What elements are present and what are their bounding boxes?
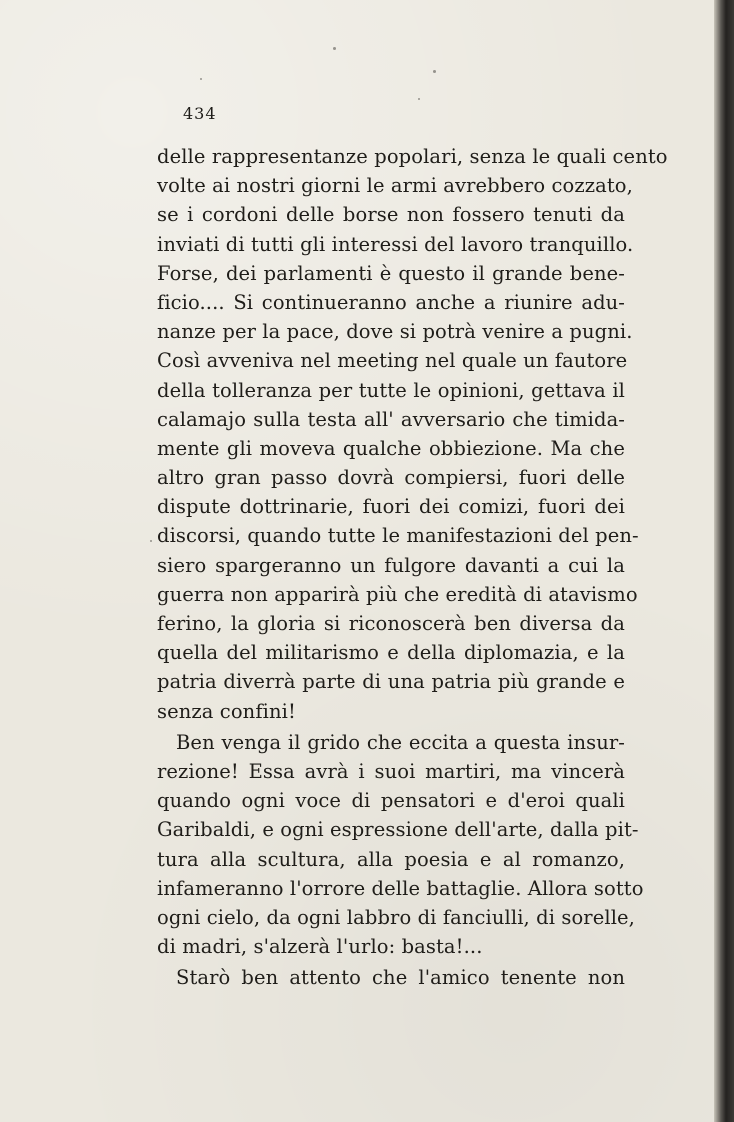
paper-speck: [200, 78, 202, 80]
text-line: altro gran passo dovrà compiersi, fuori delle: [157, 466, 625, 490]
paper-speck: [433, 70, 436, 73]
page-number: 434: [183, 104, 217, 123]
paragraph: [157, 728, 644, 962]
text-line: quando ogni voce di pensatori e d'eroi quali: [157, 789, 625, 813]
text-line: infameranno l'orrore delle battaglie. Allora sotto: [157, 876, 644, 900]
text-line: ferino, la gloria si riconoscerà ben diversa da: [157, 612, 625, 635]
text-line: patria diverrà parte di una patria più grande e: [157, 670, 625, 694]
paper-speck: [418, 98, 420, 100]
text-line: volte ai nostri giorni le armi avrebbero cozzato,: [157, 174, 633, 198]
text-line: discorsi, quando tutte le manifestazioni del pen-: [157, 524, 639, 548]
text-line: Starò ben attento che l'amico tenente non: [176, 966, 625, 990]
book-binding-edge: [714, 0, 734, 1122]
body-text: [157, 142, 668, 992]
text-line: Forse, dei parlamenti è questo il grande bene-: [157, 261, 625, 285]
text-line: inviati di tutti gli interessi del lavoro tranquillo.: [157, 232, 634, 256]
text-line: di madri, s'alzerà l'urlo: basta!...: [157, 935, 483, 959]
paper-speck: [150, 540, 152, 542]
text-line: ogni cielo, da ogni labbro di fanciulli, di sorelle,: [157, 905, 635, 929]
text-line: quella del militarismo e della diplomazia, e la: [157, 641, 625, 665]
text-line: calamajo sulla testa all' avversario che timida-: [157, 407, 625, 431]
paragraph: [157, 142, 668, 726]
text-line: Ben venga il grido che eccita a questa insur-: [176, 730, 625, 754]
text-line: delle rappresentanze popolari, senza le quali cento: [157, 145, 668, 168]
text-line: rezione! Essa avrà i suoi martiri, ma vincerà: [157, 759, 625, 783]
text-line: Garibaldi, e ogni espressione dell'arte, dalla pit-: [157, 818, 639, 842]
text-line: siero spargeranno un fulgore davanti a cui la: [157, 553, 625, 577]
paper-speck: [333, 47, 336, 50]
text-line: senza confini!: [157, 699, 296, 723]
text-line: dispute dottrinarie, fuori dei comizi, fuori dei: [157, 495, 625, 519]
paragraph: [157, 963, 625, 992]
text-line: della tolleranza per tutte le opinioni, gettava il: [157, 378, 625, 402]
text-line: tura alla scultura, alla poesia e al romanzo,: [157, 847, 625, 871]
text-line: ficio.... Si continueranno anche a riunire adu-: [157, 290, 625, 314]
text-line: mente gli moveva qualche obbiezione. Ma che: [157, 436, 625, 460]
text-line: guerra non apparirà più che eredità di atavismo: [157, 582, 638, 606]
text-line: se i cordoni delle borse non fossero tenuti da: [157, 203, 625, 227]
text-line: Così avveniva nel meeting nel quale un fautore: [157, 349, 628, 373]
text-line: nanze per la pace, dove si potrà venire a pugni.: [157, 320, 633, 344]
